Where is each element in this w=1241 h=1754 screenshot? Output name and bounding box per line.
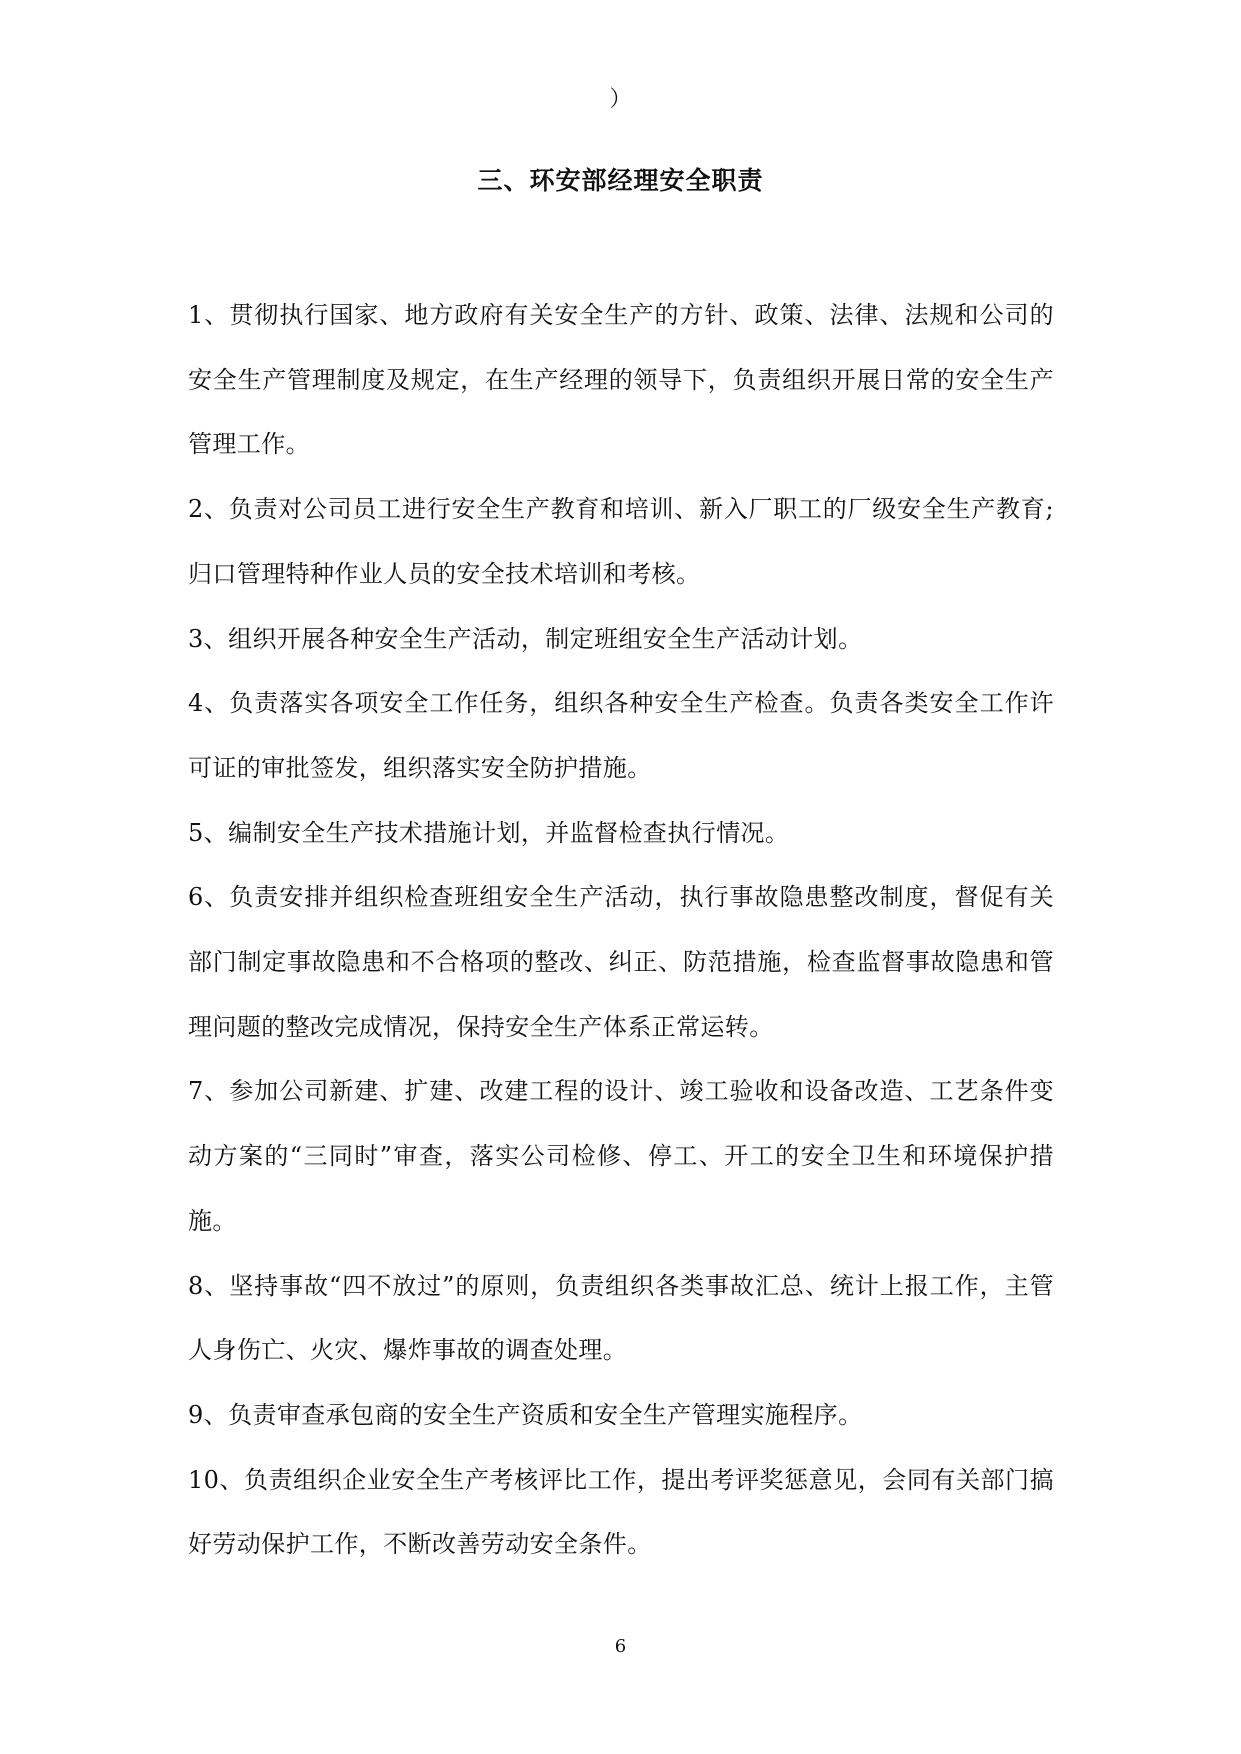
duty-item-9: 9、负责审查承包商的安全生产资质和安全生产管理实施程序。 [188, 1400, 863, 1429]
duty-item-8: 8、坚持事故“四不放过”的原则，负责组织各类事故汇总、统计上报工作，主管人身伤亡、火灾、爆炸事故的调查处理。 [188, 1271, 1054, 1365]
page-number: 6 [614, 1636, 627, 1657]
duty-item-7: 7、参加公司新建、扩建、改建工程的设计、竣工验收和设备改造、工艺条件变动方案的“三同时”审查，落实公司检修、停工、开工的安全卫生和环境保护措施。 [188, 1077, 1054, 1235]
duty-item-3: 3、组织开展各种安全生产活动，制定班组安全生产活动计划。 [188, 624, 863, 653]
section-title: 三、环安部经理安全职责 [477, 166, 764, 195]
duty-item-6: 6、负责安排并组织检查班组安全生产活动，执行事故隐患整改制度，督促有关部门制定事故隐患和不合格项的整改、纠正、防范措施，检查监督事故隐患和管理问题的整改完成情况，保持安全生产体系正常运转。 [188, 883, 1054, 1041]
duty-item-5: 5、编制安全生产技术措施计划，并监督检查执行情况。 [188, 818, 790, 847]
duty-item-2: 2、负责对公司员工进行安全生产教育和培训、新入厂职工的厂级安全生产教育;归口管理特种作业人员的安全技术培训和考核。 [188, 495, 1054, 588]
duty-list [188, 283, 1054, 1577]
header-mark: ） [609, 87, 632, 112]
duty-item-4: 4、负责落实各项安全工作任务，组织各种安全生产检查。负责各类安全工作许可证的审批签发，组织落实安全防护措施。 [188, 689, 1054, 782]
duty-item-1: 1、贯彻执行国家、地方政府有关安全生产的方针、政策、法律、法规和公司的安全生产管理制度及规定，在生产经理的领导下，负责组织开展日常的安全生产管理工作。 [188, 301, 1054, 459]
duty-item-10: 10、负责组织企业安全生产考核评比工作，提出考评奖惩意见，会同有关部门搞好劳动保护工作，不断改善劳动安全条件。 [188, 1465, 1054, 1559]
